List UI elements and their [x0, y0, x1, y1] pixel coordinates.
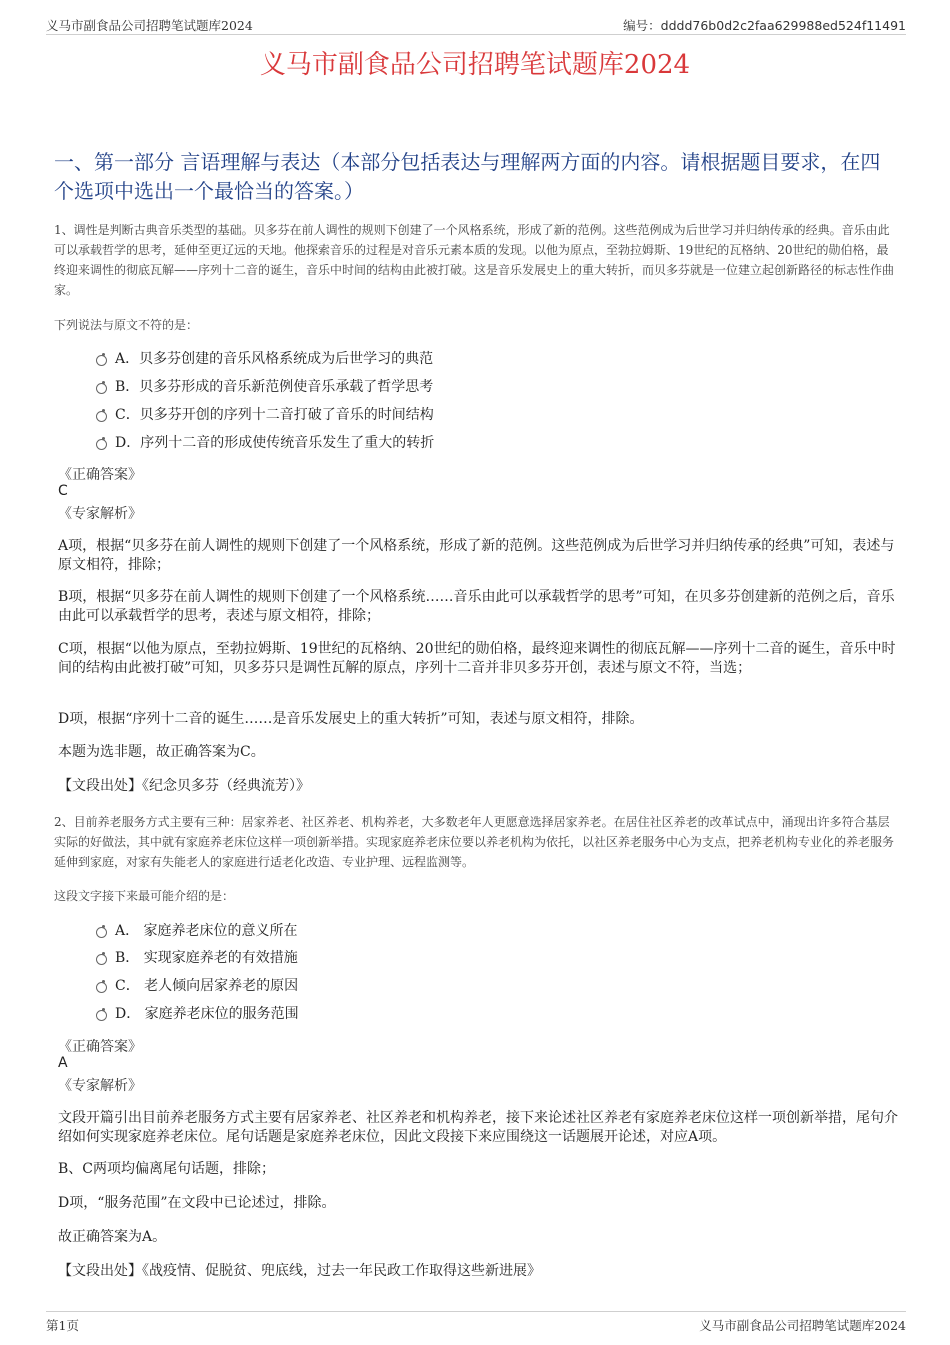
question-2-analysis-main: 文段开篇引出目前养老服务方式主要有居家养老、社区养老和机构养老，接下来论述社区养老有家庭养老床位这样一项创新举措，尾句介绍如何实现家庭养老床位。尾句话题是家庭养老床位，因此文段接下来应围绕这一话题展开论述，对应A项。 — [58, 1110, 898, 1145]
question-2-answer: A — [58, 1055, 68, 1071]
page-header — [46, 14, 906, 35]
radio-icon[interactable] — [96, 383, 107, 394]
radio-icon[interactable] — [96, 1010, 107, 1021]
question-1-analysis-c: C项，根据“以他为原点，至勃拉姆斯、19世纪的瓦格纳、20世纪的勋伯格，最终迎来调性的彻底瓦解——序列十二音的诞生，音乐中时间的结构由此被打破”可知，贝多芬只是调性瓦解的原点，序列十二音并非贝多芬开创，表述与原文不符，当选； — [58, 641, 896, 676]
radio-icon[interactable] — [96, 982, 107, 993]
option-label: D．序列十二音的形成使传统音乐发生了重大的转折 — [115, 435, 435, 451]
page-footer — [46, 1311, 906, 1334]
option-label: C． 老人倾向居家养老的原因 — [115, 978, 299, 994]
section-heading: 一、第一部分 言语理解与表达（本部分包括表达与理解两方面的内容。请根据题目要求，在四个选项中选出一个最恰当的答案。） — [54, 150, 881, 203]
radio-icon[interactable] — [96, 439, 107, 450]
question-1-option-b[interactable] — [96, 376, 433, 398]
question-1-conclusion: 本题为选非题，故正确答案为C。 — [58, 744, 265, 760]
question-1-analysis-a: A项，根据“贝多芬在前人调性的规则下创建了一个风格系统，形成了新的范例。这些范例成为后世学习并归纳传承的经典”可知，表述与原文相符，排除； — [58, 538, 895, 573]
question-2-passage: 2、目前养老服务方式主要有三种：居家养老、社区养老、机构养老，大多数老年人更愿意选择居家养老。在居住社区养老的改革试点中，涌现出许多符合基层实际的好做法，其中就有家庭养老床位这样一项创新举措。实现家庭养老床位要以养老机构为依托，以社区养老服务中心为支点，把养老机构专业化的养老服务延伸到家庭，对家有失能老人的家庭进行适老化改造、专业护理、远程监测等。 — [54, 815, 895, 869]
question-1-prompt: 下列说法与原文不符的是： — [54, 318, 199, 332]
option-label: A．贝多芬创建的音乐风格系统成为后世学习的典范 — [115, 351, 434, 367]
question-1-analysis-label: 《专家解析》 — [58, 506, 142, 522]
question-1-passage: 1、调性是判断古典音乐类型的基础。贝多芬在前人调性的规则下创建了一个风格系统，形成了新的范例。这些范例成为后世学习并归纳传承的经典。音乐由此可以承载哲学的思考，延伸至更辽远的天地。他探索音乐的过程是对音乐元素本质的发现。以他为原点，至勃拉姆斯、19世纪的瓦格纳、20世纪的勋伯格，最终迎来调性的彻底瓦解——序列十二音的诞生，音乐中时间的结构由此被打破。这是音乐发展史上的重大转折，而贝多芬就是一位建立起创新路径的标志性作曲家。 — [54, 223, 895, 297]
option-label: B． 实现家庭养老的有效措施 — [115, 950, 298, 966]
option-label: A． 家庭养老床位的意义所在 — [115, 923, 298, 939]
question-1-option-c[interactable] — [96, 404, 434, 426]
page-number: 第1页 — [46, 1318, 79, 1333]
radio-icon[interactable] — [96, 411, 107, 422]
option-label: B．贝多芬形成的音乐新范例使音乐承载了哲学思考 — [115, 379, 434, 395]
question-1-analysis-d: D项，根据“序列十二音的诞生……是音乐发展史上的重大转折”可知，表述与原文相符，排除。 — [58, 711, 644, 727]
question-1-option-d[interactable] — [96, 432, 434, 454]
question-1-analysis-b: B项，根据“贝多芬在前人调性的规则下创建了一个风格系统……音乐由此可以承载哲学的思考”可知，在贝多芬创建新的范例之后，音乐由此可以承载哲学的思考，表述与原文相符，排除； — [58, 589, 895, 624]
question-1-answer: C — [58, 483, 68, 499]
question-2-option-a[interactable] — [96, 920, 298, 942]
question-2-analysis-d: D项，“服务范围”在文段中已论述过，排除。 — [58, 1195, 336, 1211]
question-2-source: 【文段出处】《战疫情、促脱贫、兜底线，过去一年民政工作取得这些新进展》 — [58, 1263, 541, 1279]
question-1-answer-label: 《正确答案》 — [58, 467, 142, 483]
question-2-option-b[interactable] — [96, 947, 298, 969]
radio-icon[interactable] — [96, 927, 107, 938]
option-label: D． 家庭养老床位的服务范围 — [115, 1006, 299, 1022]
question-2-option-d[interactable] — [96, 1003, 299, 1025]
question-2-analysis-label: 《专家解析》 — [58, 1078, 142, 1094]
question-1-source: 【文段出处】《纪念贝多芬（经典流芳）》 — [58, 778, 310, 794]
question-1-option-a[interactable] — [96, 348, 433, 370]
question-2-answer-label: 《正确答案》 — [58, 1039, 142, 1055]
question-2-analysis-bc: B、C两项均偏离尾句话题，排除； — [58, 1161, 275, 1177]
question-2-option-c[interactable] — [96, 975, 298, 997]
radio-icon[interactable] — [96, 954, 107, 965]
question-2-conclusion: 故正确答案为A。 — [58, 1229, 167, 1245]
radio-icon[interactable] — [96, 355, 107, 366]
option-label: C．贝多芬开创的序列十二音打破了音乐的时间结构 — [115, 407, 434, 423]
header-title: 义马市副食品公司招聘笔试题库2024 — [46, 18, 253, 33]
page-title: 义马市副食品公司招聘笔试题库2024 — [259, 50, 691, 80]
footer-title: 义马市副食品公司招聘笔试题库2024 — [699, 1318, 906, 1333]
document-id: 编号：dddd76b0d2c2faa629988ed524f11491 — [623, 18, 906, 33]
question-2-prompt: 这段文字接下来最可能介绍的是： — [54, 889, 235, 903]
